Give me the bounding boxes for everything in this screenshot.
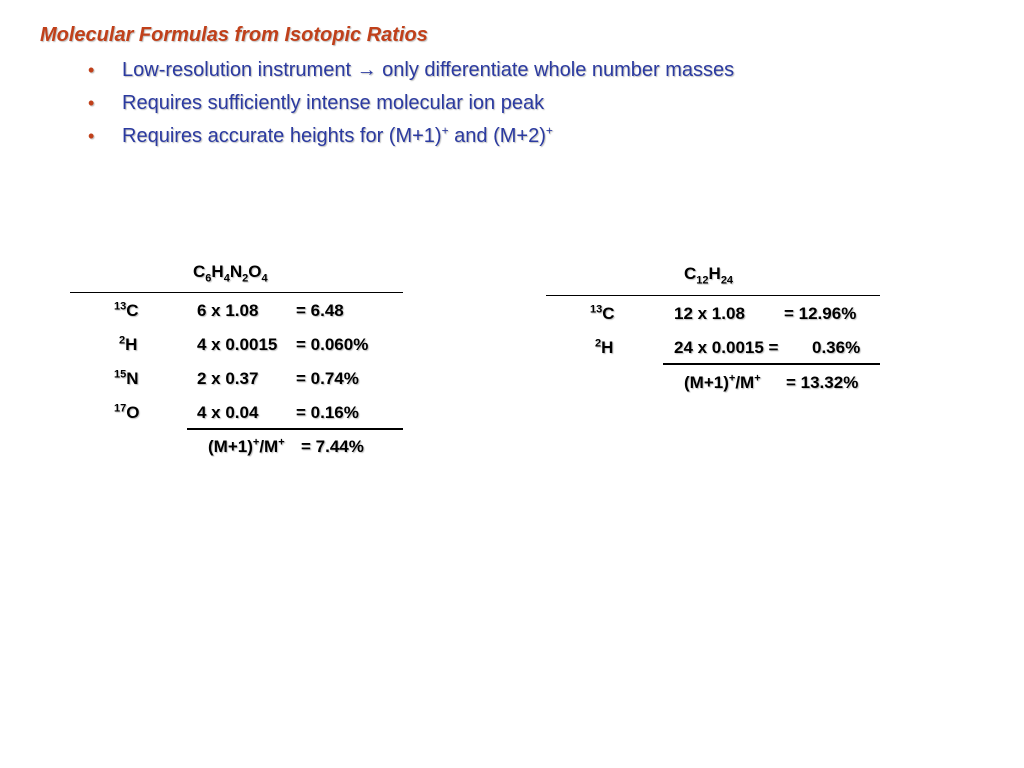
- bullet-text: Requires sufficiently intense molecular ion peak: [122, 92, 545, 114]
- bullet-text: only differentiate whole number masses: [382, 59, 735, 81]
- formula-header: $C_{12}H_{24}$: [684, 264, 734, 287]
- isotope-label: $^{13}$C: [590, 303, 615, 323]
- bullet-dot-icon: •: [88, 93, 95, 113]
- total-value: = 7.44%: [301, 437, 364, 456]
- result-cell: = 0.16%: [296, 403, 359, 422]
- bullet-item: [88, 123, 734, 156]
- table-rule-sum: [663, 363, 880, 365]
- isotope-label: $^{13}$C: [114, 300, 139, 320]
- calc-cell: 2 x 0.37: [197, 369, 259, 388]
- table-rule-top: [546, 295, 880, 296]
- total-label: (M+1)+/M+: [684, 372, 761, 392]
- bullet-text: Requires accurate heights for (M+1): [122, 125, 442, 147]
- right-arrow-icon: →: [356, 59, 377, 81]
- bullet-text: Low-resolution instrument: [122, 59, 351, 81]
- isotope-label: $^2$H: [595, 337, 614, 357]
- superscript: +: [441, 123, 449, 138]
- table-rule-sum: [187, 428, 403, 430]
- bullet-item: [88, 90, 734, 123]
- calc-cell: 24 x 0.0015 =: [674, 338, 779, 357]
- result-cell: = 12.96%: [784, 304, 857, 323]
- bullet-item: [88, 57, 734, 90]
- calc-cell: 4 x 0.04: [197, 403, 259, 422]
- calc-cell: 4 x 0.0015: [197, 335, 278, 354]
- bullet-text: and (M+2): [448, 125, 546, 147]
- isotope-label: $^{15}$N: [114, 368, 139, 388]
- bullet-dot-icon: •: [88, 60, 95, 80]
- isotope-label: $^2$H: [119, 334, 138, 354]
- slide-title: Molecular Formulas from Isotopic Ratios: [40, 24, 428, 46]
- result-cell: = 0.74%: [296, 369, 359, 388]
- bullet-list: [88, 57, 734, 156]
- table-rule-top: [70, 292, 403, 293]
- calc-cell: 6 x 1.08: [197, 301, 259, 320]
- formula-header: $C_6H_4N_2O_4$: [193, 262, 268, 285]
- superscript: +: [545, 123, 553, 138]
- total-value: = 13.32%: [786, 373, 859, 392]
- calc-cell: 12 x 1.08: [674, 304, 745, 323]
- total-label: (M+1)+/M+: [208, 436, 285, 456]
- bullet-dot-icon: •: [88, 126, 95, 146]
- result-cell: = 0.060%: [296, 335, 369, 354]
- result-cell: 0.36%: [812, 338, 861, 357]
- isotope-label: $^{17}$O: [114, 402, 140, 422]
- result-cell: = 6.48: [296, 301, 344, 320]
